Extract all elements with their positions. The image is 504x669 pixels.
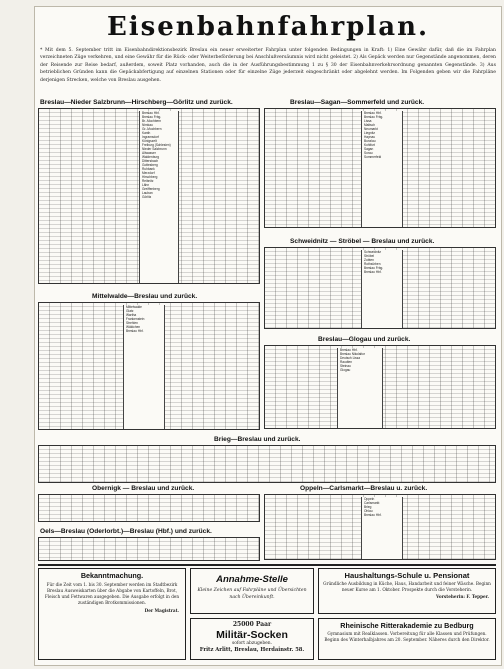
station-list-sagan [361,111,403,227]
advert-bekanntmachung [38,568,186,660]
timetable-sagan [264,108,496,228]
advert-ritterakademie-text: Gymnasium mit Realklassen. Vorbereitung für alle Klassen und Prüfungen. Beginn des Winterhalbjahres am 20. September. Näheres durch den Direktor. [324,631,490,643]
station-name: Br.-Mochbern [142,119,162,123]
station-name: Waldenburg [142,155,160,159]
station-name: Wäldchen [126,325,141,329]
advert-divider [38,564,496,566]
station-name: Breslau Hbf. [364,513,382,517]
station-name: Zobten [364,258,374,262]
station-name: Altwasser [142,151,156,155]
station-name: Steinau [340,364,351,368]
advert-annahme-text: Kleine Zeichen auf Fahrpläne und Übersichten nach Übereinkunft. [197,588,307,600]
station-name: Breslau Frbg. [142,115,162,119]
station-name: Glatz [126,309,134,313]
timetable-oppeln [264,494,496,560]
station-list-glogau [337,348,383,428]
station-name: Oppeln [364,497,375,501]
timetable-oels [38,537,260,561]
station-name: Maltsch [364,123,375,127]
advert-socken-availability: sofort abzugeben. [231,640,273,646]
station-name: Breslau Hbf. [364,111,382,115]
advert-annahme [190,568,314,614]
station-list-oppeln [361,497,403,559]
section-heading-oppeln: Oppeln—Carlsmarkt—Breslau u. zurück. [300,485,428,492]
advert-socken [190,618,314,660]
station-list-schweidnitz [361,250,403,328]
station-name: Greiffenberg [142,187,160,191]
station-name: Ingramsdorf [142,135,160,139]
timetable-brieg [38,445,496,483]
station-name: Mittelwalde [126,305,142,309]
station-name: Brieg [364,505,372,509]
section-heading-mittelwalde: Mittelwalde—Breslau und zurück. [92,293,198,300]
station-name: Raudten [340,360,353,364]
station-name: Freiburg (Schlesien) [142,143,171,147]
station-name: Neumarkt [364,127,378,131]
station-name: Haynau [364,135,375,139]
timetable-obernigk [38,494,260,522]
advert-ritterakademie-heading: Rheinische Ritterakademie zu Bedburg [340,621,474,630]
station-name: Sorau [364,151,373,155]
section-heading-schweidnitz: Schweidnitz — Ströbel — Breslau und zurück. [290,238,435,245]
station-name: Nimkau [142,123,153,127]
advert-haushaltung-text: Gründliche Ausbildung in Küche, Haus, Handarbeit und feiner Wäsche. Beginn neuer Kurse am 1. Oktober. Prospekte durch die Vorsteherin. [323,581,491,593]
station-name: Carlsmarkt [364,501,380,505]
advert-bekanntmachung-heading: Bekanntmachung. [80,571,144,580]
advert-bekanntmachung-signature: Der Magistrat. [144,608,179,614]
advert-haushaltung-heading: Haushaltungs-Schule u. Pensionat [344,571,470,580]
station-name: Ströbel [364,254,375,258]
station-name: Kohlfurt [364,143,375,147]
timetable-schweidnitz [264,247,496,329]
station-name: Frankenstein [126,317,145,321]
station-name: Kanth [142,131,151,135]
advert-bekanntmachung-text: Für die Zeit vom 1. bis 30. September werden im Stadtbezirk Breslau Ausweiskarten über die Abgabe von Kartoffeln, Brot, Fleisch und Fettwaren ausgegeben. Die Ausgabe erfolgt in den zuständigen Brotkommissionen. [44,582,180,606]
station-name: Strehlen [126,321,138,325]
section-heading-glogau: Breslau—Glogau und zurück. [318,336,411,343]
advert-ritterakademie [318,618,496,660]
station-name: Lissa [364,119,372,123]
section-heading-obernigk: Obernigk — Breslau und zurück. [92,485,195,492]
advert-socken-quantity: 25000 Paar [232,621,272,628]
station-name: Breslau Frbg. [364,266,384,270]
station-name: Rothsürben [364,262,381,266]
station-name: Lähn [142,183,150,187]
station-name: Breslau Hbf. [364,270,382,274]
station-name: Merzdorf [142,171,155,175]
station-name: Reibnitz [142,179,154,183]
station-name: Breslau Nikolaitor [340,352,365,356]
station-name: Schweidnitz [364,250,382,254]
station-name: Sommerfeld [364,155,382,159]
station-name: Nieder Salzbrunn [142,147,167,151]
station-name: Ohlau [364,509,373,513]
station-name: Königszelt [142,139,157,143]
advert-annahme-heading: Annahme-Stelle [216,574,288,585]
station-name: Breslau Hbf. [126,329,144,333]
station-name: Dittersbach [142,159,159,163]
advert-haushaltung-signature: Vorsteherin: F. Tepper. [436,594,489,600]
section-heading-hirschberg: Breslau—Nieder Salzbrunn—Hirschberg—Görlitz und zurück. [40,99,233,106]
station-name: Breslau Frbg. [364,115,384,119]
section-heading-oels: Oels—Breslau (Oderlorbt.)—Breslau (Hbf.) und zurück. [40,528,212,535]
station-name: Gottesberg [142,163,158,167]
station-name: Liegnitz [364,131,375,135]
station-name: Görlitz [142,195,152,199]
section-heading-brieg: Brieg—Breslau und zurück. [214,436,301,443]
timetable-hirschberg [38,108,260,284]
advert-socken-heading: Militär-Socken [216,628,288,641]
station-name: Glogau [340,368,351,372]
station-name: Lauban [142,191,153,195]
station-name: Wartha [126,313,137,317]
station-list-mittelwalde [123,305,165,429]
intro-paragraph: * Mit dem 5. September tritt im Eisenbahndirektionsbezirk Breslau ein neuer erweiterter Fahrplan unter folgenden Bedingungen in Kraft: 1) Eine Gewähr dafür, daß die im Fahrplan verzeichneten Züge verkehren, und eine Gewähr für die Rück- oder Weiterbeförderung bei Anschlußversäumnis wird nicht geleistet. 2) Als Gepäck werden nur Gegenstände angenommen, deren der Reisende zur Reise bedarf, außerdem, soweit Platz vorhanden, auch die in der Ausführungsbestimmung 1 zu § 30 der Eisenbahnverkehrsordnung genannten Gegenstände. 3) Aus betrieblichen Gründen kann die Gepäckabfertigung auf einzelnen Stationen oder für einzelne Züge jederzeit eingeschränkt oder abgelehnt werden. Im Folgenden geben wir die Fahrpläne derjenigen Strecken, welche von Breslau ausgehen. [40,48,496,83]
advert-haushaltung [318,568,496,614]
timetable-mittelwalde [38,302,260,430]
station-name: Hirschberg [142,175,158,179]
timetable-glogau [264,345,496,429]
advert-socken-address: Fritz Arlitt, Breslau, Herdainstr. 58. [199,647,305,654]
station-name: Deutsch Lissa [340,356,361,360]
station-name: Sagan [364,147,374,151]
section-heading-sagan: Breslau—Sagan—Sommerfeld und zurück. [290,99,425,106]
page-title: Eisenbahnfahrplan. [106,12,430,42]
station-name: Breslau Hbf. [142,111,160,115]
station-name: Ruhbank [142,167,155,171]
station-list-hirschberg [139,111,179,283]
station-name: Breslau Hbf. [340,348,358,352]
station-name: Gr.-Mochbern [142,127,162,131]
station-name: Bunzlau [364,139,376,143]
